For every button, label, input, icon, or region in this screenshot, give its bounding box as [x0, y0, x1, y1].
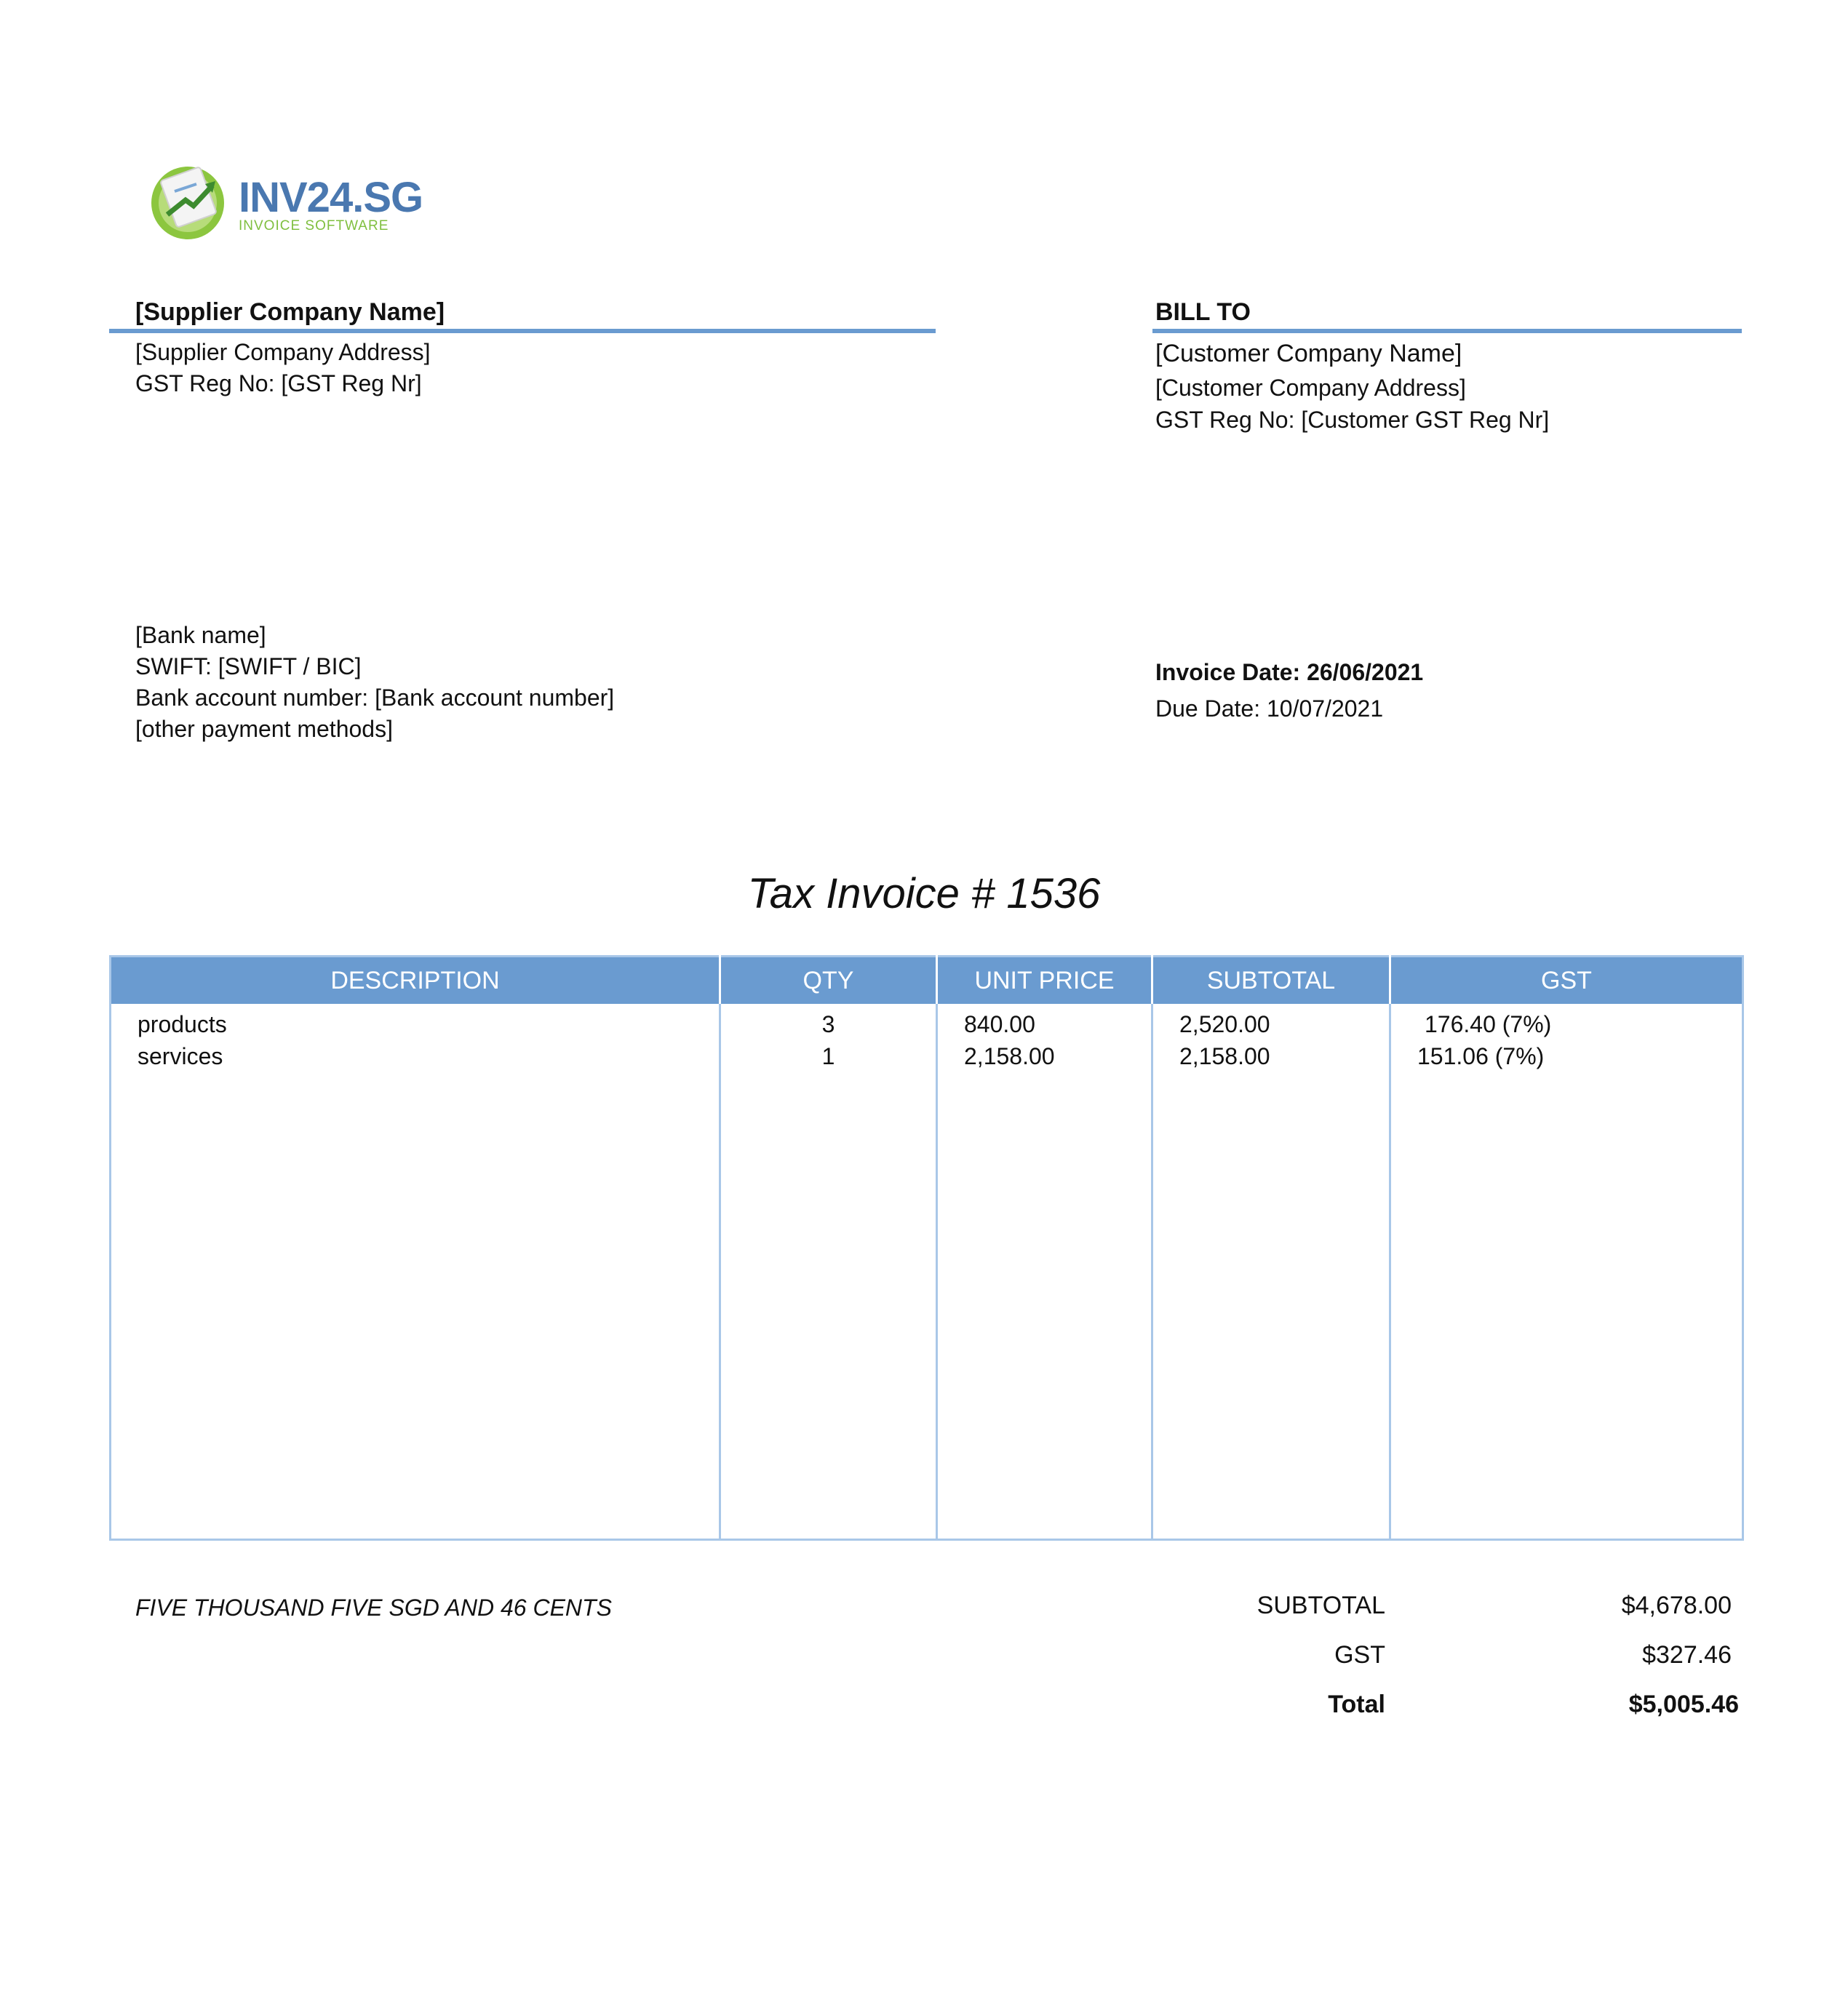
item-gst: 176.40 (7%)	[1425, 1011, 1552, 1037]
item-subtotal: 2,158.00	[1179, 1043, 1270, 1069]
header-gst: GST	[1390, 957, 1743, 1005]
header-description: DESCRIPTION	[111, 957, 720, 1005]
item-gst: 151.06 (7%)	[1417, 1043, 1545, 1069]
subtotal-cell	[1152, 1004, 1390, 1540]
subtotal-value: $4,678.00	[1621, 1592, 1732, 1619]
item-unit-price: 840.00	[964, 1011, 1035, 1037]
grand-total-label: Total	[1328, 1691, 1385, 1718]
customer-address: [Customer Company Address]	[1155, 375, 1466, 401]
item-description: services	[138, 1043, 223, 1069]
header-subtotal: SUBTOTAL	[1152, 957, 1390, 1005]
invoice-date: Invoice Date: 26/06/2021	[1155, 659, 1424, 685]
supplier-divider	[109, 329, 936, 333]
item-unit-price: 2,158.00	[964, 1043, 1055, 1069]
qty-cell	[720, 1004, 937, 1540]
header-qty: QTY	[720, 957, 937, 1005]
header-unit-price: UNIT PRICE	[937, 957, 1152, 1005]
subtotal-label: SUBTOTAL	[1256, 1592, 1385, 1619]
supplier-gst-reg: GST Reg No: [GST Reg Nr]	[135, 370, 422, 396]
item-subtotal: 2,520.00	[1179, 1011, 1270, 1037]
item-description: products	[138, 1011, 227, 1037]
due-date: Due Date: 10/07/2021	[1155, 695, 1384, 722]
logo-tagline: INVOICE SOFTWARE	[239, 218, 389, 234]
table-header-row	[111, 957, 1743, 1005]
supplier-name: [Supplier Company Name]	[135, 298, 445, 326]
bill-to-heading: BILL TO	[1155, 298, 1251, 326]
bank-account: Bank account number: [Bank account number]	[135, 685, 615, 711]
logo-brand: INV24.SG	[239, 174, 423, 221]
customer-gst-reg: GST Reg No: [Customer GST Reg Nr]	[1155, 407, 1550, 433]
swift-code: SWIFT: [SWIFT / BIC]	[135, 653, 362, 679]
logo-icon	[146, 156, 233, 244]
customer-name: [Customer Company Name]	[1155, 340, 1462, 367]
item-qty: 1	[821, 1043, 835, 1069]
bank-name: [Bank name]	[135, 622, 266, 648]
item-qty: 3	[821, 1011, 835, 1037]
bill-to-divider	[1152, 329, 1742, 333]
other-payment-methods: [other payment methods]	[135, 716, 393, 742]
table-body-row	[111, 1004, 1743, 1540]
unit-price-cell	[937, 1004, 1152, 1540]
grand-total-value: $5,005.46	[1628, 1691, 1739, 1718]
items-table	[109, 955, 1744, 1541]
gst-cell	[1390, 1004, 1743, 1540]
gst-total-label: GST	[1334, 1641, 1385, 1669]
gst-total-value: $327.46	[1642, 1641, 1732, 1669]
invoice-title: Tax Invoice # 1536	[747, 870, 1101, 917]
description-cell	[111, 1004, 720, 1540]
supplier-address: [Supplier Company Address]	[135, 339, 431, 365]
amount-in-words: FIVE THOUSAND FIVE SGD AND 46 CENTS	[135, 1595, 612, 1621]
